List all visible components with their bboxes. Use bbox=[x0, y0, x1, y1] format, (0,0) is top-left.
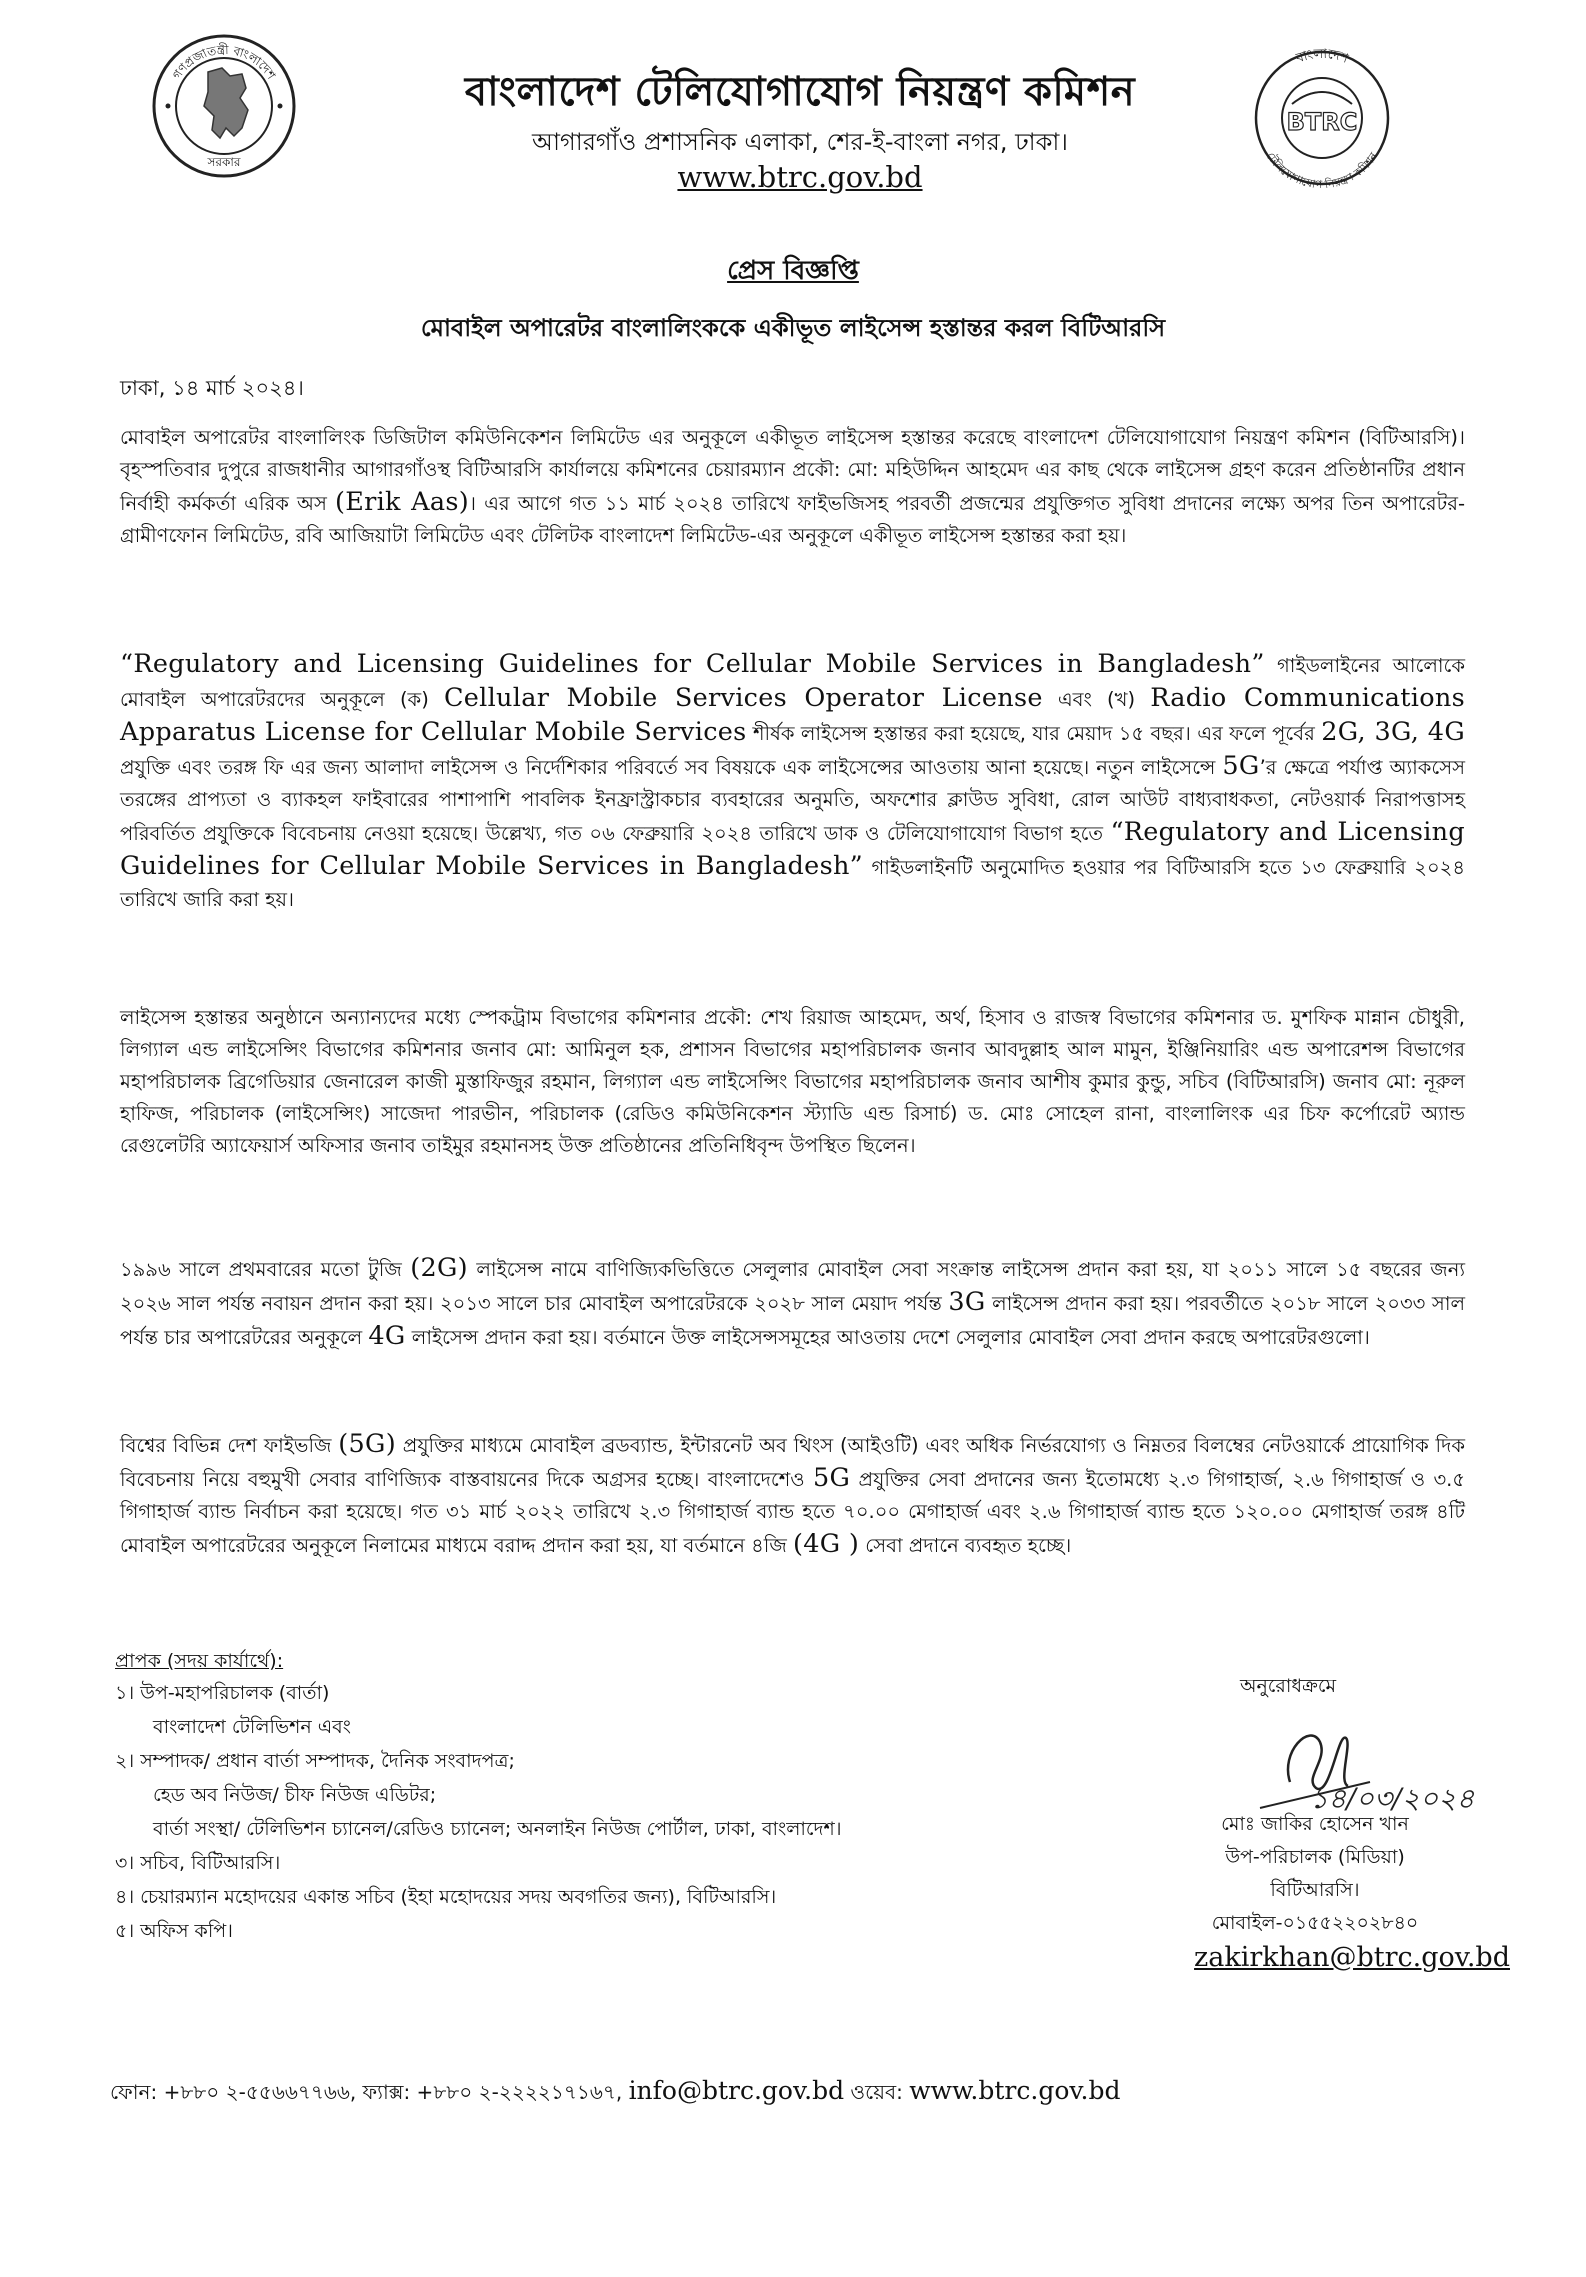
dateline: ঢাকা, ১৪ মার্চ ২০২৪। bbox=[120, 376, 304, 400]
p4-text-g: লাইসেন্স প্রদান করা হয়। বর্তমানে উক্ত লাইসেন্সসমূহের আওতায় দেশে সেলুলার মোবাইল সেবা প্রদান করছে অপারেটরগুলো। bbox=[405, 1326, 1370, 1349]
paragraph-2 bbox=[120, 648, 1465, 916]
seal-bottom-text: সরকার bbox=[207, 155, 241, 169]
svg-text:বাংলাদেশ bbox=[1294, 47, 1351, 67]
officer-name: মোঃ জাকির হোসেন খান bbox=[1221, 1813, 1409, 1835]
recipients-list bbox=[115, 1646, 1015, 1948]
p4-text-f: 4G bbox=[368, 1321, 406, 1351]
logo-top-text: বাংলাদেশ bbox=[1294, 46, 1351, 67]
officer-details bbox=[1160, 1808, 1470, 1940]
recipients-label: প্রাপক (সদয় কার্যার্থে): bbox=[115, 1650, 284, 1672]
officer-mobile: মোবাইল-০১৫৫২২০২৮৪০ bbox=[1211, 1912, 1419, 1934]
recipient-line: ১। উপ-মহাপরিচালক (বার্তা) bbox=[115, 1682, 330, 1704]
footer-email: info@btrc.gov.bd bbox=[628, 2076, 845, 2105]
paragraph-1 bbox=[120, 422, 1465, 552]
footer-contact bbox=[110, 2076, 1510, 2111]
p2-text-c: Cellular Mobile Services Operator License bbox=[443, 683, 1043, 713]
p2-text-h: প্রযুক্তি এবং তরঙ্গ ফি এর জন্য আলাদা লাইসেন্স ও নির্দেশিকার পরিবর্তে সব বিষয়কে এক লাইসেন্সের আওতায় আনা হয়েছে। নতুন লাইসেন্সে bbox=[120, 756, 1223, 779]
p2-text-f: শীর্ষক লাইসেন্স হস্তান্তর করা হয়েছে, যার মেয়াদ ১৫ বছর। এর ফলে পূর্বের bbox=[746, 722, 1322, 745]
recipient-line: হেড অব নিউজ/ চীফ নিউজ এডিটর; bbox=[153, 1784, 437, 1806]
p5-text-g: সেবা প্রদানে ব্যবহৃত হচ্ছে। bbox=[859, 1534, 1072, 1557]
logo-abbreviation: BTRC bbox=[1286, 108, 1358, 136]
p2-text-g: 2G, 3G, 4G bbox=[1321, 717, 1465, 747]
paragraph-4 bbox=[120, 1252, 1465, 1354]
svg-text:টেলিযোগাযোগ নিয়ন্ত্রণ কমিশন bbox=[1264, 150, 1381, 191]
organization-name: বাংলাদেশ টেলিযোগাযোগ নিয়ন্ত্রণ কমিশন bbox=[464, 68, 1136, 115]
p5-text-a: বিশ্বের বিভিন্ন দেশ ফাইভজি bbox=[120, 1434, 339, 1457]
officer-office: বিটিআরসি। bbox=[1270, 1879, 1360, 1901]
logo-bottom-text: টেলিযোগাযোগ নিয়ন্ত্রণ কমিশন bbox=[1263, 150, 1381, 192]
organization-website: www.btrc.gov.bd bbox=[677, 160, 923, 194]
p5-text-f: (4G ) bbox=[793, 1529, 860, 1559]
officer-email: zakirkhan@btrc.gov.bd bbox=[1194, 1942, 1510, 1973]
p2-text-d: এবং (খ) bbox=[1042, 688, 1151, 711]
recipient-line: বার্তা সংস্থা/ টেলিভিশন চ্যানেল/রেডিও চ্যানেল; অনলাইন নিউজ পোর্টাল, ঢাকা, বাংলাদেশ। bbox=[153, 1818, 842, 1840]
p2-text-k: “Regulatory and Licensing Guidelines for Cellular Mobile Services in Bangladesh” bbox=[120, 817, 1466, 881]
p5-text-e: প্রযুক্তির সেবা প্রদানের জন্য ইতোমধ্যে ২.৩ গিগাহার্জ, ২.৬ গিগাহার্জ ও ৩.৫ গিগাহার্জ ব্যান্ড নির্বাচন করা হয়েছে। গত ৩১ মার্চ ২০২২ তারিখে ২.৩ গিগাহার্জ ব্যান্ড হতে ৭০.০০ মেগাহার্জ এবং ২.৬ গিগাহার্জ ব্যান্ড হতে ১২০.০০ মেগাহার্জ তরঙ্গ ৪টি মোবাইল অপারেটরের অনুকূলে নিলামের মাধ্যমে বরাদ্দ প্রদান করা হয়, যা বর্তমানে ৪জি bbox=[120, 1468, 1466, 1557]
p5-text-b: (5G) bbox=[338, 1429, 396, 1459]
p4-text-c: লাইসেন্স নামে বাণিজ্যিকভিত্তিতে সেলুলার মোবাইল সেবা সংক্রান্ত লাইসেন্স প্রদান করা হয়, যা ২০১১ সালে ১৫ বছরের জন্য ২০২৬ সাল পর্যন্ত নবায়ন প্রদান করা হয়। ২০১৩ সালে চার মোবাইল অপারেটরকে ২০২৮ সাল মেয়াদ পর্যন্ত bbox=[120, 1258, 1465, 1315]
p5-text-c: প্রযুক্তির মাধ্যমে মোবাইল ব্রডব্যান্ড, ইন্টারনেট অব থিংস (আইওটি) এবং অধিক নির্ভরযোগ্য ও নিম্নতর বিলম্বের নেটওয়ার্কে প্রায়োগিক দিক বিবেচনায় নিয়ে বহুমুখী সেবার বাণিজ্যিক বাস্তবায়নের দিকে অগ্রসর হচ্ছে। বাংলাদেশেও bbox=[120, 1434, 1466, 1491]
handwritten-signature bbox=[1220, 1712, 1510, 1822]
p2-text-e: Radio Communications Apparatus License for Cellular Mobile Services bbox=[120, 683, 1466, 747]
recipient-line: ২। সম্পাদক/ প্রধান বার্তা সম্পাদক, দৈনিক সংবাদপত্র; bbox=[115, 1750, 515, 1772]
request-text: অনুরোধক্রমে bbox=[1240, 1675, 1337, 1697]
p2-text-j: ’র ক্ষেত্রে পর্যাপ্ত অ্যাকসেস তরঙ্গের প্রাপ্যতা ও ব্যাকহল ফাইবারের পাশাপাশি পাবলিক ইনফ্রাস্ট্রাকচার ব্যবহারের অনুমতি, অফশোর ক্লাউড সুবিধা, রোল আউট বাধ্যবাধকতা, নেটওয়ার্ক নিরাপত্তাসহ পরিবর্তিত প্রযুক্তিকে বিবেচনায় নেওয়া হয়েছে। উল্লেখ্য, গত ০৬ ফেব্রুয়ারি ২০২৪ তারিখে ডাক ও টেলিযোগাযোগ বিভাগ হতে bbox=[120, 756, 1466, 845]
p4-text-e: লাইসেন্স প্রদান করা হয়। পরবর্তীতে ২০১৮ সালে ২০৩৩ সাল পর্যন্ত চার অপারেটরের অনুকূলে bbox=[120, 1292, 1465, 1349]
organization-address: আগারগাঁও প্রশাসনিক এলাকা, শের-ই-বাংলা নগর, ঢাকা। bbox=[532, 128, 1068, 156]
letterhead bbox=[0, 0, 1586, 230]
p2-text-b: গাইডলাইনের আলোকে মোবাইল অপারেটরদের অনুকূলে (ক) bbox=[120, 654, 1465, 711]
paragraph-5 bbox=[120, 1428, 1465, 1562]
recipient-line: ৪। চেয়ারম্যান মহোদয়ের একান্ত সচিব (ইহা মহোদয়ের সদয় অবগতির জন্য), বিটিআরসি। bbox=[115, 1886, 777, 1908]
p2-text-i: 5G bbox=[1222, 751, 1260, 781]
recipient-line: বাংলাদেশ টেলিভিশন এবং bbox=[153, 1716, 351, 1738]
footer-phone-fax: ফোন: +৮৮০ ২-৫৫৬৬৭৭৬৬, ফ্যাক্স: +৮৮০ ২-২২২২১৭১৬৭, bbox=[110, 2080, 629, 2104]
p1-text-b: (Erik Aas) bbox=[334, 487, 469, 517]
p4-text-b: (2G) bbox=[410, 1253, 468, 1283]
paragraph-3: লাইসেন্স হস্তান্তর অনুষ্ঠানে অন্যান্যদের মধ্যে স্পেকট্রাম বিভাগের কমিশনার প্রকৌ: শেখ রিয়াজ আহমেদ, অর্থ, হিসাব ও রাজস্ব বিভাগের কমিশনার ড. মুশফিক মান্নান চৌধুরী, লিগ্যাল এন্ড লাইসেন্সিং বিভাগের কমিশনার জনাব মো: আমিনুল হক, প্রশাসন বিভাগের মহাপরিচালক জনাব আবদুল্লাহ আল মামুন, ইঞ্জিনিয়ারিং এন্ড অপারেশন্স বিভাগের মহাপরিচালক ব্রিগেডিয়ার জেনারেল কাজী মুস্তাফিজুর রহমান, লিগ্যাল এন্ড লাইসেন্সিং বিভাগের মহাপরিচালক জনাব আশীষ কুমার কুন্ডু, সচিব (বিটিআরসি) জনাব মো: নূরুল হাফিজ, পরিচালক (লাইসেন্সিং) সাজেদা পারভীন, পরিচালক (রেডিও কমিউনিকেশন স্ট্যাডি এন্ড রিসার্চ) ড. মোঃ সোহেল রানা, বাংলালিংক এর চিফ কর্পোরেট অ্যান্ড রেগুলেটরি অ্যাফেয়ার্স অফিসার জনাব তাইমুর রহমানসহ উক্ত প্রতিষ্ঠানের প্রতিনিধিবৃন্দ উপস্থিত ছিলেন। bbox=[120, 1006, 1465, 1157]
recipient-line: ৫। অফিস কপি। bbox=[115, 1920, 233, 1942]
press-release-title: মোবাইল অপারেটর বাংলালিংককে একীভূত লাইসেন্স হস্তান্তর করল বিটিআরসি bbox=[420, 314, 1166, 342]
signature-date: ১৪/০৩/২০২৪ bbox=[1310, 1782, 1475, 1815]
footer-web-label: ওয়েব: bbox=[844, 2080, 910, 2104]
p1-text-a: মোবাইল অপারেটর বাংলালিংক ডিজিটাল কমিউনিকেশন লিমিটেড এর অনুকূলে একীভূত লাইসেন্স হস্তান্তর করেছে বাংলাদেশ টেলিযোগাযোগ নিয়ন্ত্রণ কমিশন (বিটিআরসি)। বৃহস্পতিবার দুপুরে রাজধানীর আগারগাঁওস্থ বিটিআরসি কার্যালয়ে কমিশনের চেয়ারম্যান প্রকৌ: মো: মহিউদ্দিন আহমেদ এর কাছ থেকে লাইসেন্স গ্রহণ করেন প্রতিষ্ঠানটির প্রধান নির্বাহী কর্মকর্তা এরিক অস bbox=[120, 426, 1465, 515]
p2-text-a: “Regulatory and Licensing Guidelines for Cellular Mobile Services in Bangladesh” bbox=[120, 649, 1265, 679]
p4-text-d: 3G bbox=[948, 1287, 986, 1317]
seal-top-text: গণপ্রজাতন্ত্রী বাংলাদেশ bbox=[169, 42, 279, 82]
officer-designation: উপ-পরিচালক (মিডিয়া) bbox=[1225, 1846, 1405, 1868]
footer-website: www.btrc.gov.bd bbox=[909, 2076, 1121, 2105]
btrc-logo bbox=[1238, 34, 1406, 202]
recipient-line: ৩। সচিব, বিটিআরসি। bbox=[115, 1852, 281, 1874]
p5-text-d: 5G bbox=[812, 1463, 851, 1493]
press-release-heading: প্রেস বিজ্ঞপ্তি bbox=[727, 256, 859, 286]
p2-text-l: গাইডলাইনটি অনুমোদিত হওয়ার পর বিটিআরসি হতে ১৩ ফেব্রুয়ারি ২০২৪ তারিখে জারি করা হয়। bbox=[120, 856, 1465, 911]
government-seal-logo bbox=[150, 32, 298, 180]
p4-text-a: ১৯৯৬ সালে প্রথমবারের মতো টুজি bbox=[120, 1258, 411, 1281]
p1-text-c: । এর আগে গত ১১ মার্চ ২০২৪ তারিখে ফাইভজিসহ পরবর্তী প্রজন্মের প্রযুক্তিগত সুবিধা প্রদানের লক্ষ্যে অপর তিন অপারেটর-গ্রামীণফোন লিমিটেড, রবি আজিয়াটা লিমিটেড এবং টেলিটক বাংলাদেশ লিমিটেড-এর অনুকূলে একীভূত লাইসেন্স হস্তান্তর করা হয়। bbox=[120, 492, 1465, 547]
